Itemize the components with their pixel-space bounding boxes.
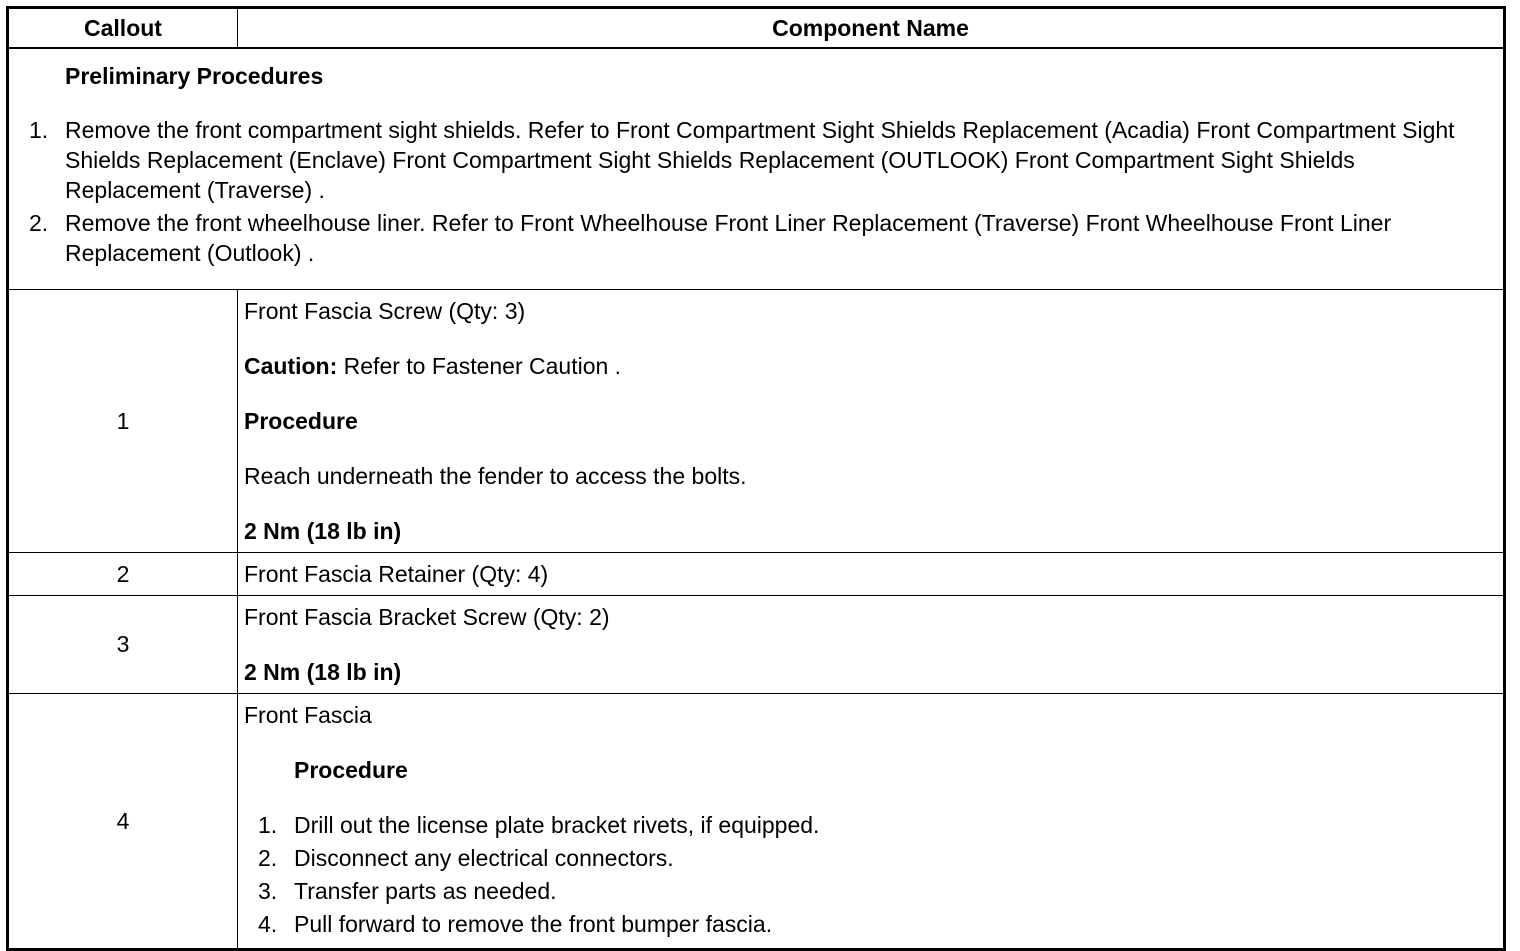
step-text: Drill out the license plate bracket rivets, if equipped. xyxy=(294,812,820,838)
callout-cell: 1 xyxy=(8,290,238,553)
preliminary-step xyxy=(29,208,1489,268)
component-name: Front Fascia Bracket Screw (Qty: 2) xyxy=(244,604,610,630)
header-callout: Callout xyxy=(8,8,238,49)
step-number: 3. xyxy=(258,878,278,904)
procedure-heading: Procedure xyxy=(294,757,408,783)
procedure-heading: Procedure xyxy=(244,408,358,434)
callout-cell: 3 xyxy=(8,596,238,694)
procedure-step xyxy=(258,876,1497,906)
preliminary-heading: Preliminary Procedures xyxy=(65,63,324,89)
torque-spec: 2 Nm (18 lb in) xyxy=(244,659,402,685)
step-number: 1. xyxy=(29,117,49,143)
step-text: Remove the front compartment sight shields. Refer to Front Compartment Sight Shields Replacement (Acadia) Front Compartment Sight Shields Replacement (Enclave) Front Compartment Sight Shields Replacement (OUTLOOK) Front Compartment Sight Shields Replacement (Traverse) . xyxy=(65,117,1455,203)
component-name: Front Fascia Retainer (Qty: 4) xyxy=(244,561,549,587)
callout-cell: 2 xyxy=(8,553,238,596)
step-number: 2. xyxy=(258,845,278,871)
procedure-step xyxy=(258,909,1497,939)
step-number: 1. xyxy=(258,812,278,838)
procedure-step xyxy=(258,843,1497,873)
preliminary-step xyxy=(29,115,1489,205)
caution-line xyxy=(244,351,1497,381)
table-row xyxy=(8,553,1505,596)
component-cell xyxy=(238,596,1505,694)
table-row xyxy=(8,694,1505,950)
header-component-name: Component Name xyxy=(238,8,1505,49)
caution-text: Refer to Fastener Caution . xyxy=(337,353,622,379)
preliminary-procedures xyxy=(8,48,1505,290)
step-text: Pull forward to remove the front bumper fascia. xyxy=(294,911,773,937)
preliminary-steps xyxy=(29,115,1489,268)
procedure-text: Reach underneath the fender to access the bolts. xyxy=(244,463,747,489)
step-number: 4. xyxy=(258,911,278,937)
step-text: Disconnect any electrical connectors. xyxy=(294,845,674,871)
component-cell xyxy=(238,290,1505,553)
procedure-steps xyxy=(258,810,1497,939)
component-name: Front Fascia Screw (Qty: 3) xyxy=(244,298,526,324)
caution-label: Caution: xyxy=(244,353,338,379)
table-row xyxy=(8,596,1505,694)
step-text: Remove the front wheelhouse liner. Refer to Front Wheelhouse Front Liner Replacement (Traverse) Front Wheelhouse Front Liner Replacement (Outlook) . xyxy=(65,210,1392,266)
step-number: 2. xyxy=(29,210,49,236)
component-cell xyxy=(238,694,1505,950)
preliminary-row xyxy=(8,48,1505,290)
torque-spec: 2 Nm (18 lb in) xyxy=(244,518,402,544)
component-name: Front Fascia xyxy=(244,702,372,728)
component-cell xyxy=(238,553,1505,596)
procedure-step xyxy=(258,810,1497,840)
component-table xyxy=(6,6,1506,951)
step-text: Transfer parts as needed. xyxy=(294,878,557,904)
callout-cell: 4 xyxy=(8,694,238,950)
procedure-block xyxy=(244,755,1497,939)
table-row xyxy=(8,290,1505,553)
table-header-row xyxy=(8,8,1505,49)
